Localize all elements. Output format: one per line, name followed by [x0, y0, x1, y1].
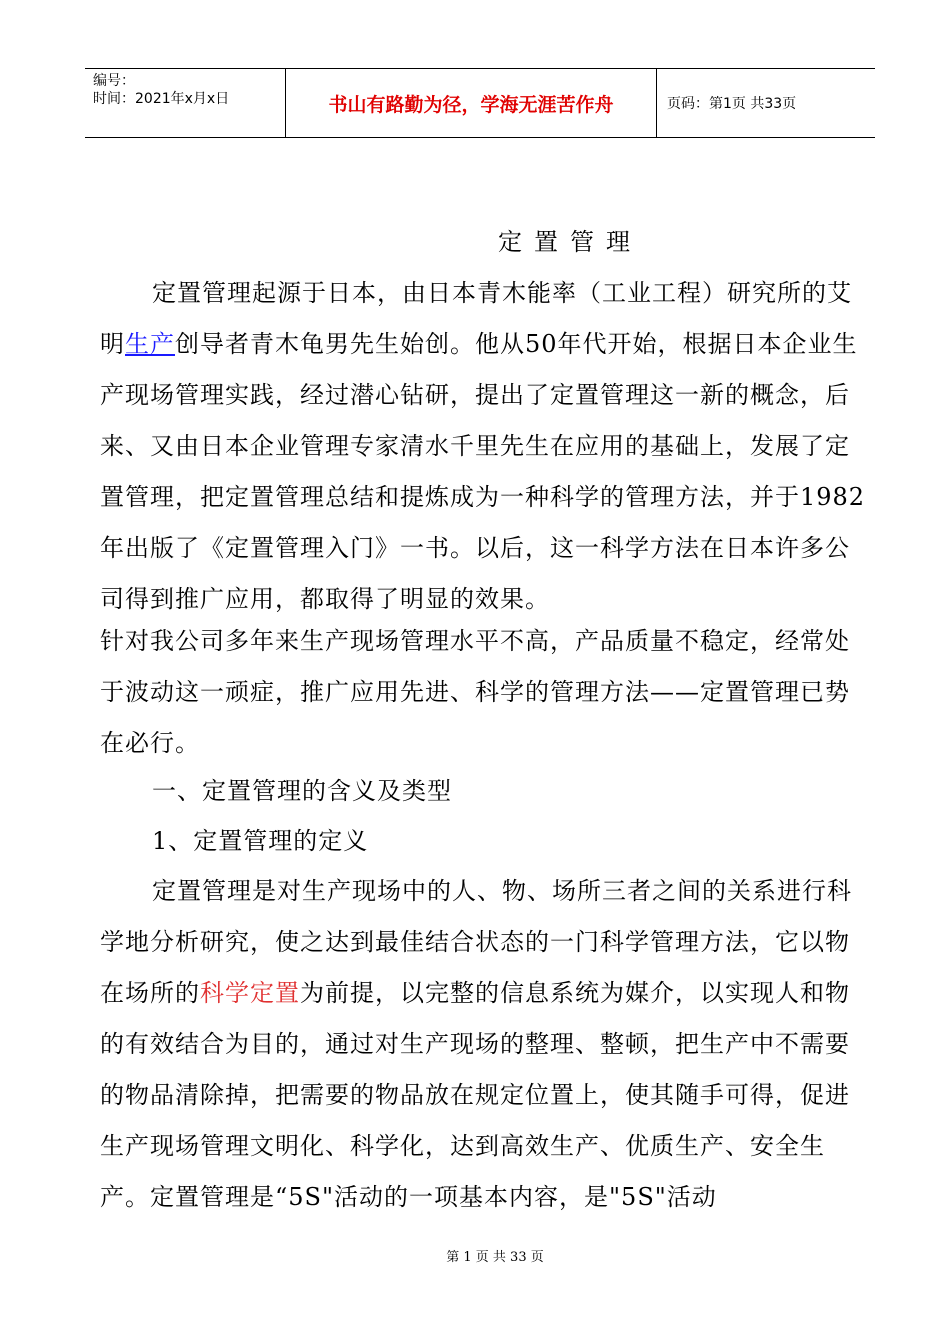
header-motto: 书山有路勤为径，学海无涯苦作舟 — [285, 69, 657, 137]
header-left-cell — [85, 69, 285, 137]
document-title: 定置管理 — [498, 228, 642, 256]
page-header — [85, 68, 875, 138]
paragraph-origin — [100, 268, 870, 625]
paragraph-definition-text-2: 为前提，以完整的信息系统为媒介，以实现人和物的有效结合为目的，通过对生产现场的整理、整顿，把生产中不需要的物品清除掉，把需要的物品放在规定位置上，使其随手可得，促进生产现场管理文明化、科学化，达到高效生产、优质生产、安全生产。定置管理是“5S"活动的一项基本内容，是"5S"活动 — [100, 979, 850, 1211]
paragraph-origin-text-2: 创导者青木龟男先生始创。他从50年代开始，根据日本企业生产现场管理实践，经过潜心钻研，提出了定置管理这一新的概念，后来、又由日本企业管理专家清水千里先生在应用的基础上，发展了定置管理，把定置管理总结和提炼成为一种科学的管理方法，并于1982年出版了《定置管理入门》一书。以后，这一科学方法在日本许多公司得到推广应用，都取得了明显的效果。 — [100, 330, 866, 613]
number-label: 编号： — [93, 73, 135, 89]
paragraph-definition-text-1: 定置管理是对生产现场中的人、物、场所三者之间的关系进行科学地分析研究，使之达到最佳结合状态的一门科学管理方法，它以物在场所的 — [100, 877, 852, 1007]
time-label: 时间：2021年x月x日 — [93, 91, 230, 107]
paragraph-origin-text-1: 定置管理起源于日本，由日本青木能率（工业工程）研究所的艾明 — [100, 279, 852, 358]
paragraph-company: 针对我公司多年来生产现场管理水平不高，产品质量不稳定，经常处于波动这一顽症，推广应用先进、科学的管理方法——定置管理已势在必行。 — [100, 627, 850, 757]
paragraph-definition — [100, 866, 870, 1223]
highlighted-term: 科学定置 — [200, 979, 300, 1007]
production-link[interactable]: 生产 — [125, 330, 175, 358]
subsection-heading: 1、定置管理的定义 — [152, 827, 369, 855]
section-heading: 一、定置管理的含义及类型 — [152, 777, 452, 805]
page-footer: 第 1 页 共 33 页 — [446, 1250, 544, 1265]
header-page-info: 页码：第1页 共33页 — [667, 96, 797, 112]
